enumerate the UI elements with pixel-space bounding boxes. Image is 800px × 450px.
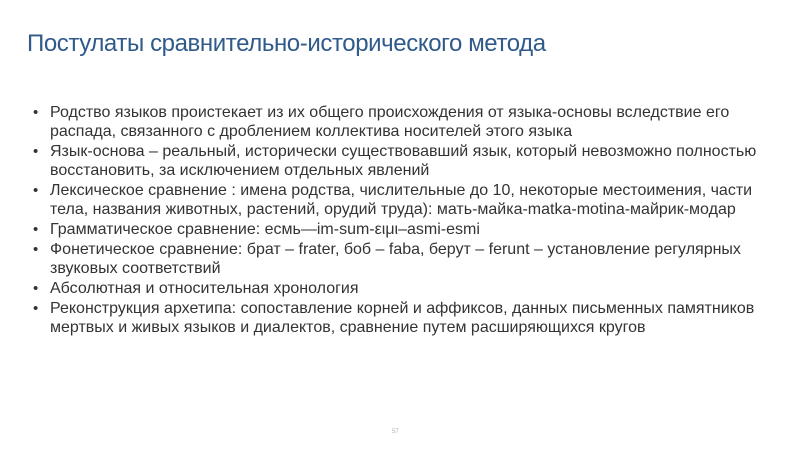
- bullet-marker-icon: •: [33, 280, 39, 297]
- bullet-text: Лексическое сравнение : имена родства, числительные до 10, некоторые местоимения, части тела, названия животных, растений, орудий труда): мать-майка-matka-motina-майрик-модар: [50, 182, 753, 218]
- bullet-text: Грамматическое сравнение: есмь—im-sum-ειμι–asmi-esmi: [50, 221, 480, 238]
- bullet-marker-icon: •: [33, 143, 39, 160]
- bullet-marker-icon: •: [33, 241, 39, 258]
- bullet-item: [33, 142, 783, 180]
- bullet-text: Язык-основа – реальный, исторически существовавший язык, который невозможно полностью восстановить, за исключением отдельных явлений: [50, 143, 757, 179]
- bullet-marker-icon: •: [33, 300, 39, 317]
- bullet-item: [33, 299, 783, 337]
- bullet-item: [33, 220, 783, 239]
- bullet-item: [33, 279, 783, 298]
- bullet-marker-icon: •: [33, 182, 39, 199]
- bullet-item: [33, 240, 783, 278]
- bullet-text: Реконструкция архетипа: сопоставление корней и аффиксов, данных письменных памятников мертвых и живых языков и диалектов, сравнение путем расширяющихся кругов: [50, 300, 755, 336]
- page-number: 57: [392, 429, 399, 435]
- bullet-item: [33, 181, 783, 219]
- bullet-item: [33, 103, 783, 141]
- bullet-marker-icon: •: [33, 104, 39, 121]
- bullet-text: Фонетическое сравнение: брат – frater, боб – faba, берут – ferunt – установление регулярных звуковых соответствий: [50, 241, 741, 277]
- bullet-marker-icon: •: [33, 221, 39, 238]
- bullet-text: Родство языков проистекает из их общего происхождения от языка-основы вследствие его распада, связанного с дроблением коллектива носителей этого языка: [50, 104, 730, 140]
- bullet-list: [33, 103, 783, 338]
- bullet-text: Абсолютная и относительная хронология: [50, 280, 359, 297]
- slide-title: Постулаты сравнительно-исторического метода: [27, 30, 546, 57]
